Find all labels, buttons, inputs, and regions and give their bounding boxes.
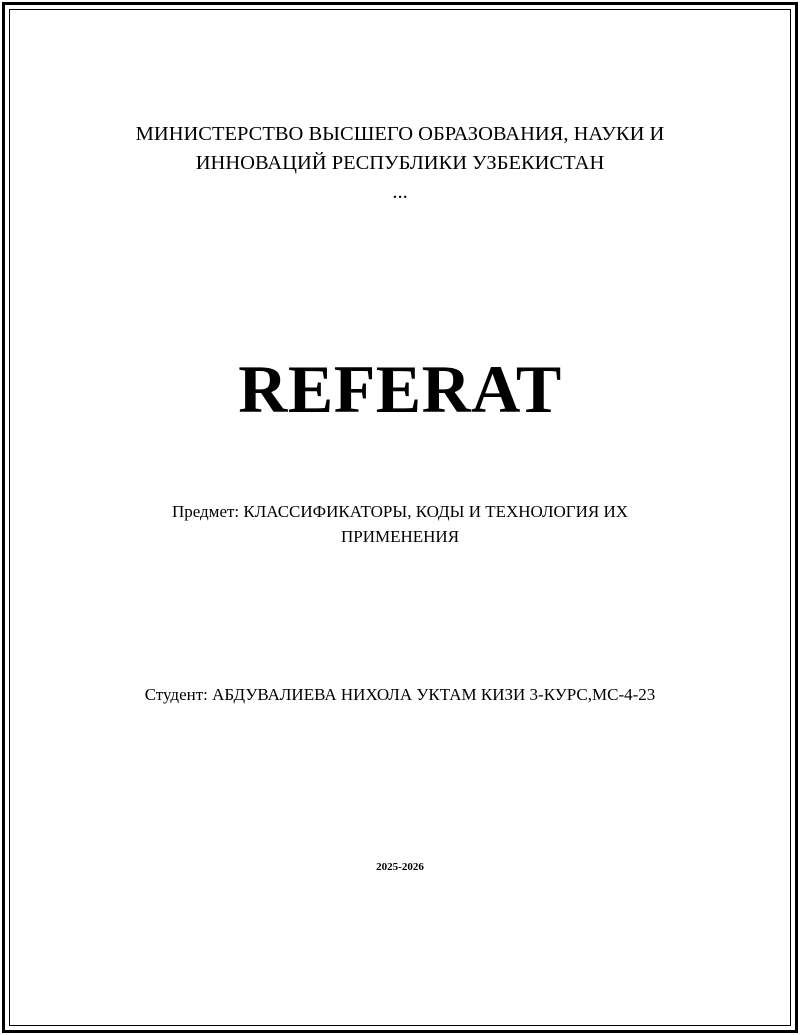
ministry-ellipsis: ... (392, 181, 408, 203)
ministry-line-2: ИННОВАЦИЙ РЕСПУБЛИКИ УЗБЕКИСТАН (195, 152, 605, 174)
subject-line-1: Предмет: КЛАССИФИКАТОРЫ, КОДЫ И ТЕХНОЛОГИЯ ИХ (171, 502, 629, 521)
document-title: REFERAT (238, 351, 562, 427)
subject-block (80, 499, 720, 549)
student-info: Студент: АБДУВАЛИЕВА НИХОЛА УКТАМ КИЗИ 3-КУРС,МС-4-23 (144, 685, 656, 704)
academic-year: 2025-2026 (376, 861, 424, 873)
subject-line-2: ПРИМЕНЕНИЯ (340, 527, 460, 546)
ministry-line-1: МИНИСТЕРСТВО ВЫСШЕГО ОБРАЗОВАНИЯ, НАУКИ И (135, 123, 665, 145)
ministry-header (60, 120, 740, 207)
